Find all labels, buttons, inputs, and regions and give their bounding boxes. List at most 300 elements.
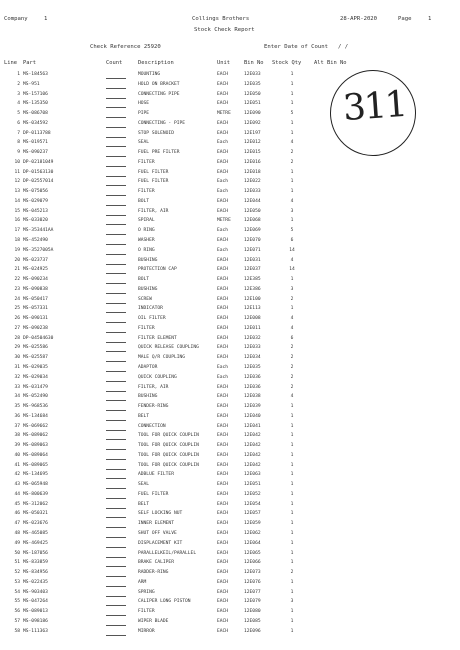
bin-number: 12E032 (244, 335, 261, 341)
count-entry-blank[interactable] (106, 78, 126, 79)
line-number: 47 (14, 521, 20, 527)
count-entry-blank[interactable] (106, 176, 126, 177)
bin-number: 12E054 (244, 501, 261, 507)
count-entry-blank[interactable] (106, 400, 126, 401)
unit: EACH (217, 521, 229, 527)
line-number: 41 (14, 462, 20, 468)
table-row (0, 442, 460, 452)
part-number: MS-184563 (23, 72, 48, 77)
table-row (0, 569, 460, 579)
stock-quantity: 4 (290, 316, 294, 322)
count-entry-blank[interactable] (106, 137, 126, 138)
part-number: MS-057331 (23, 306, 48, 312)
part-description: SELF LOCKING NUT (138, 511, 183, 517)
unit: EACH (217, 462, 229, 468)
count-entry-blank[interactable] (106, 459, 126, 460)
bin-number: 12E033 (244, 345, 261, 351)
bin-number: 12E057 (244, 511, 261, 517)
table-row (0, 276, 460, 286)
part-number: MS-452490 (23, 238, 48, 244)
line-number: 50 (14, 550, 20, 556)
bin-number: 12E042 (244, 443, 261, 449)
table-row (0, 364, 460, 374)
part-description: BELT (138, 501, 150, 507)
bin-number: 12E052 (244, 491, 261, 497)
line-number: 35 (14, 404, 20, 410)
unit: EACH (217, 394, 229, 400)
part-number: DP-02557014 (23, 179, 54, 185)
count-entry-blank[interactable] (106, 293, 126, 294)
count-entry-blank[interactable] (106, 146, 126, 147)
table-row (0, 335, 460, 345)
bin-number: 12E069 (244, 228, 261, 234)
stock-quantity: 1 (290, 452, 294, 458)
bin-number: 12E059 (244, 521, 261, 527)
unit: EACH (217, 609, 229, 615)
unit: EACH (217, 628, 229, 634)
part-description: O RING (138, 228, 155, 234)
part-number: MS-157106 (23, 91, 48, 97)
count-entry-blank[interactable] (106, 205, 126, 206)
bin-number: 12E062 (244, 530, 261, 536)
bin-number: 12E041 (244, 423, 261, 429)
table-row (0, 149, 460, 159)
stock-quantity: 6 (290, 335, 294, 341)
stock-quantity: 14 (289, 247, 295, 253)
stock-quantity: 2 (290, 296, 294, 302)
stock-quantity: 6 (290, 238, 294, 244)
part-description: WASHER (138, 238, 155, 244)
table-row (0, 305, 460, 315)
count-entry-blank[interactable] (106, 508, 126, 509)
table-row (0, 393, 460, 403)
part-number: MS-052490 (23, 394, 48, 400)
part-description: MALE Q/R COUPLING (138, 355, 186, 361)
part-number: MS-134695 (23, 472, 48, 478)
stock-quantity: 2 (290, 150, 294, 156)
stock-quantity: 2 (290, 364, 294, 370)
line-number: 3 (17, 91, 20, 97)
part-description: PARALLELKEIL/PARALLEL (138, 550, 197, 556)
part-description: MOUNTING (138, 72, 161, 77)
part-number: MS-025587 (23, 355, 48, 361)
part-number: MS-019571 (23, 140, 48, 146)
stock-quantity: 1 (290, 130, 294, 136)
part-number: MS-833859 (23, 560, 48, 566)
part-number: MS-050321 (23, 511, 48, 517)
count-entry-blank[interactable] (106, 88, 126, 89)
part-description: BUSHING (138, 286, 158, 292)
company-name: Collings Brothers (192, 16, 250, 22)
line-number: 30 (14, 355, 20, 361)
line-number: 32 (14, 374, 20, 380)
bin-number: 12E015 (244, 150, 261, 156)
line-number: 40 (14, 452, 20, 458)
count-entry-blank[interactable] (106, 215, 126, 216)
count-entry-blank[interactable] (106, 410, 126, 411)
unit: EACH (217, 570, 229, 576)
part-description: MIRROR (138, 628, 155, 634)
table-row (0, 432, 460, 442)
page-label: Page (398, 16, 412, 22)
table-row (0, 471, 460, 481)
count-entry-blank[interactable] (106, 537, 126, 538)
bin-number: 12E085 (244, 618, 261, 624)
stock-quantity: 1 (290, 579, 294, 585)
table-row (0, 91, 460, 101)
table-row (0, 296, 460, 306)
part-description: FUEL PRE FILTER (138, 150, 180, 156)
count-entry-blank[interactable] (106, 625, 126, 626)
part-description: BOLT (138, 198, 150, 204)
count-entry-blank[interactable] (106, 488, 126, 489)
count-entry-blank[interactable] (106, 127, 126, 128)
stock-quantity: 3 (290, 208, 294, 214)
count-entry-blank[interactable] (106, 322, 126, 323)
stock-quantity: 3 (290, 286, 294, 292)
part-number: MS-090237 (23, 150, 48, 156)
count-entry-blank[interactable] (106, 596, 126, 597)
part-number: MS-968536 (23, 404, 48, 410)
line-number: 48 (14, 530, 20, 536)
stock-quantity: 1 (290, 306, 294, 312)
part-number: MS-098186 (23, 618, 48, 624)
part-number: MS-089063 (23, 443, 48, 449)
col-bin-no: Bin No (244, 60, 264, 66)
bin-number: 12E016 (244, 159, 261, 165)
line-number: 11 (14, 169, 20, 175)
bin-number: 12E092 (244, 120, 261, 126)
col-description: Description (138, 60, 174, 66)
unit: EACH (217, 306, 229, 312)
table-row (0, 198, 460, 208)
count-entry-blank[interactable] (106, 156, 126, 157)
part-description: O RING (138, 247, 155, 253)
bin-number: 12E018 (244, 169, 261, 175)
table-row (0, 159, 460, 169)
count-entry-blank[interactable] (106, 361, 126, 362)
col-stock-qty: Stock Qty (272, 60, 302, 66)
table-row (0, 413, 460, 423)
count-entry-blank[interactable] (106, 303, 126, 304)
line-number: 28 (14, 335, 20, 341)
count-entry-blank[interactable] (106, 312, 126, 313)
part-number: MS-029079 (23, 198, 48, 204)
line-number: 56 (14, 609, 20, 615)
unit: EACH (217, 81, 229, 87)
table-row (0, 217, 460, 227)
part-number: MS-089013 (23, 609, 48, 615)
bin-number: 12E042 (244, 433, 261, 439)
count-entry-blank[interactable] (106, 557, 126, 558)
part-number: MS-031479 (23, 384, 48, 390)
bin-number: 12E042 (244, 452, 261, 458)
part-number: MS-465085 (23, 530, 48, 536)
line-number: 23 (14, 286, 20, 292)
bin-number: 12E076 (244, 579, 261, 585)
count-entry-blank[interactable] (106, 234, 126, 235)
table-row (0, 462, 460, 472)
stock-quantity: 1 (290, 404, 294, 410)
stock-quantity: 1 (290, 120, 294, 126)
count-entry-blank[interactable] (106, 195, 126, 196)
count-entry-blank[interactable] (106, 166, 126, 167)
bin-number: 12E090 (244, 111, 261, 117)
table-row (0, 344, 460, 354)
table-row (0, 550, 460, 560)
stock-quantity: 1 (290, 433, 294, 439)
count-entry-blank[interactable] (106, 430, 126, 431)
unit: EACH (217, 72, 229, 77)
stock-table-body (0, 71, 460, 637)
table-row (0, 110, 460, 120)
count-entry-blank[interactable] (106, 498, 126, 499)
stock-quantity: 4 (290, 394, 294, 400)
count-entry-blank[interactable] (106, 185, 126, 186)
count-entry-blank[interactable] (106, 635, 126, 636)
bin-number: 12E044 (244, 198, 261, 204)
count-entry-blank[interactable] (106, 420, 126, 421)
part-description: DISPLACEMENT KIT (138, 540, 183, 546)
line-number: 38 (14, 433, 20, 439)
table-row (0, 589, 460, 599)
part-number: MS-135350 (23, 101, 48, 107)
table-row (0, 510, 460, 520)
unit: EACH (217, 404, 229, 410)
count-entry-blank[interactable] (106, 98, 126, 99)
bin-number: 12E035 (244, 81, 261, 87)
line-number: 7 (17, 130, 20, 136)
unit: EACH (217, 267, 229, 273)
bin-number: 12E113 (244, 306, 261, 312)
stock-quantity: 1 (290, 550, 294, 556)
part-number: MS-312062 (23, 501, 48, 507)
bin-number: 12E073 (244, 570, 261, 576)
unit: EACH (217, 599, 229, 605)
bin-number: 12E071 (244, 247, 261, 253)
part-number: MS-022435 (23, 579, 48, 585)
unit: EACH (217, 413, 229, 419)
table-row (0, 628, 460, 638)
line-number: 46 (14, 511, 20, 517)
table-row (0, 247, 460, 257)
count-entry-blank[interactable] (106, 244, 126, 245)
count-entry-blank[interactable] (106, 351, 126, 352)
line-number: 21 (14, 267, 20, 273)
line-number: 36 (14, 413, 20, 419)
part-number: MS-089065 (23, 462, 48, 468)
part-description: BELT (138, 413, 150, 419)
table-row (0, 257, 460, 267)
line-number: 45 (14, 501, 20, 507)
col-alt-bin-no: Alt Bin No (314, 60, 347, 66)
part-description: HOSE (138, 101, 150, 107)
part-number: MS-111363 (23, 628, 48, 634)
stock-quantity: 14 (289, 267, 295, 273)
table-row (0, 540, 460, 550)
part-description: CONNECTION (138, 423, 166, 429)
count-entry-blank[interactable] (106, 527, 126, 528)
stock-quantity: 1 (290, 521, 294, 527)
part-number: MS-050417 (23, 296, 48, 302)
count-entry-blank[interactable] (106, 342, 126, 343)
unit: EACH (217, 345, 229, 351)
line-number: 29 (14, 345, 20, 351)
line-number: 20 (14, 257, 20, 263)
col-count: Count (106, 60, 123, 66)
unit: EACH (217, 198, 229, 204)
part-number: MS-029035 (23, 364, 48, 370)
line-number: 17 (14, 228, 20, 234)
unit: EACH (217, 277, 229, 283)
count-entry-blank[interactable] (106, 283, 126, 284)
part-description: BUSHING (138, 394, 158, 400)
bin-number: 12E039 (244, 404, 261, 410)
count-entry-blank[interactable] (106, 469, 126, 470)
stock-quantity: 1 (290, 589, 294, 595)
line-number: 25 (14, 306, 20, 312)
stock-quantity: 1 (290, 540, 294, 546)
line-number: 26 (14, 316, 20, 322)
bin-number: 12E077 (244, 589, 261, 595)
part-description: ADAPTOR (138, 364, 158, 370)
count-entry-blank[interactable] (106, 576, 126, 577)
line-number: 16 (14, 218, 20, 224)
unit: EACH (217, 433, 229, 439)
bin-number: 12E063 (244, 472, 261, 478)
count-entry-blank[interactable] (106, 332, 126, 333)
part-description: BUSHING (138, 257, 158, 263)
part-description: STOP SOLENOID (138, 130, 174, 136)
unit: EACH (217, 589, 229, 595)
line-number: 42 (14, 472, 20, 478)
stock-quantity: 1 (290, 501, 294, 507)
line-number: 22 (14, 277, 20, 283)
count-entry-blank[interactable] (106, 273, 126, 274)
count-entry-blank[interactable] (106, 586, 126, 587)
bin-number: 12E031 (244, 257, 261, 263)
col-part: Part (23, 60, 36, 66)
part-number: MS-951 (23, 81, 40, 87)
line-number: 49 (14, 540, 20, 546)
stock-quantity: 1 (290, 277, 294, 283)
part-number: MS-187056 (23, 550, 48, 556)
count-entry-blank[interactable] (106, 478, 126, 479)
count-entry-blank[interactable] (106, 391, 126, 392)
table-row (0, 491, 460, 501)
count-entry-blank[interactable] (106, 439, 126, 440)
company-number: 1 (44, 16, 48, 22)
part-description: ADBLUE FILTER (138, 472, 174, 478)
bin-number: 12E080 (244, 609, 261, 615)
unit: EACH (217, 208, 229, 214)
part-number: MS-3527005A (23, 247, 54, 253)
count-entry-blank[interactable] (106, 449, 126, 450)
part-description: FILTER, AIR (138, 208, 169, 214)
unit: EACH (217, 257, 229, 263)
count-entry-blank[interactable] (106, 566, 126, 567)
unit: EACH (217, 618, 229, 624)
part-description: OIL FILTER (138, 316, 166, 322)
table-row (0, 598, 460, 608)
unit: EACH (217, 355, 229, 361)
part-number: MS-090131 (23, 316, 48, 322)
unit: EACH (217, 579, 229, 585)
table-row (0, 423, 460, 433)
unit: Each (217, 247, 229, 253)
stock-quantity: 2 (290, 384, 294, 390)
count-entry-blank[interactable] (106, 264, 126, 265)
part-number: MS-353441AA (23, 228, 54, 234)
line-number: 4 (17, 101, 20, 107)
count-entry-blank[interactable] (106, 224, 126, 225)
unit: EACH (217, 130, 229, 136)
unit: EACH (217, 540, 229, 546)
bin-number: 12E037 (244, 267, 261, 273)
count-entry-blank[interactable] (106, 605, 126, 606)
stock-quantity: 1 (290, 81, 294, 87)
line-number: 55 (14, 599, 20, 605)
count-entry-blank[interactable] (106, 371, 126, 372)
bin-number: 12E033 (244, 189, 261, 195)
line-number: 53 (14, 579, 20, 585)
stock-quantity: 2 (290, 345, 294, 351)
unit: EACH (217, 159, 229, 165)
stock-quantity: 1 (290, 530, 294, 536)
stock-quantity: 1 (290, 609, 294, 615)
line-number: 54 (14, 589, 20, 595)
count-entry-blank[interactable] (106, 107, 126, 108)
stock-quantity: 1 (290, 462, 294, 468)
part-number: MS-800639 (23, 491, 48, 497)
count-entry-blank[interactable] (106, 615, 126, 616)
line-number: 51 (14, 560, 20, 566)
count-entry-blank[interactable] (106, 517, 126, 518)
bin-number: 12E066 (244, 560, 261, 566)
part-number: MS-903403 (23, 589, 48, 595)
part-description: PROTECTION CAP (138, 267, 177, 273)
line-number: 58 (14, 628, 20, 634)
table-row (0, 81, 460, 91)
bin-number: 12E036 (244, 374, 261, 380)
table-row (0, 266, 460, 276)
stock-quantity: 1 (290, 628, 294, 634)
page-number: 1 (428, 16, 432, 22)
part-description: WIPER BLADE (138, 618, 169, 624)
part-description: PIPE (138, 111, 150, 117)
unit: EACH (217, 491, 229, 497)
table-row (0, 530, 460, 540)
part-description: FILTER (138, 159, 155, 165)
count-entry-blank[interactable] (106, 117, 126, 118)
bin-number: 12E011 (244, 325, 261, 331)
stock-quantity: 1 (290, 218, 294, 224)
table-row (0, 120, 460, 130)
stock-quantity: 1 (290, 91, 294, 97)
count-entry-blank[interactable] (106, 381, 126, 382)
table-row (0, 354, 460, 364)
table-row (0, 325, 460, 335)
bin-number: 12E035 (244, 364, 261, 370)
bin-number: 12E042 (244, 462, 261, 468)
col-unit: Unit (217, 60, 230, 66)
part-description: SEAL (138, 482, 150, 488)
count-entry-blank[interactable] (106, 547, 126, 548)
unit: Each (217, 364, 229, 370)
part-description: TOOL FOR QUICK COUPLIN (138, 462, 199, 468)
part-description: SPIRAL (138, 218, 155, 224)
count-entry-blank[interactable] (106, 254, 126, 255)
